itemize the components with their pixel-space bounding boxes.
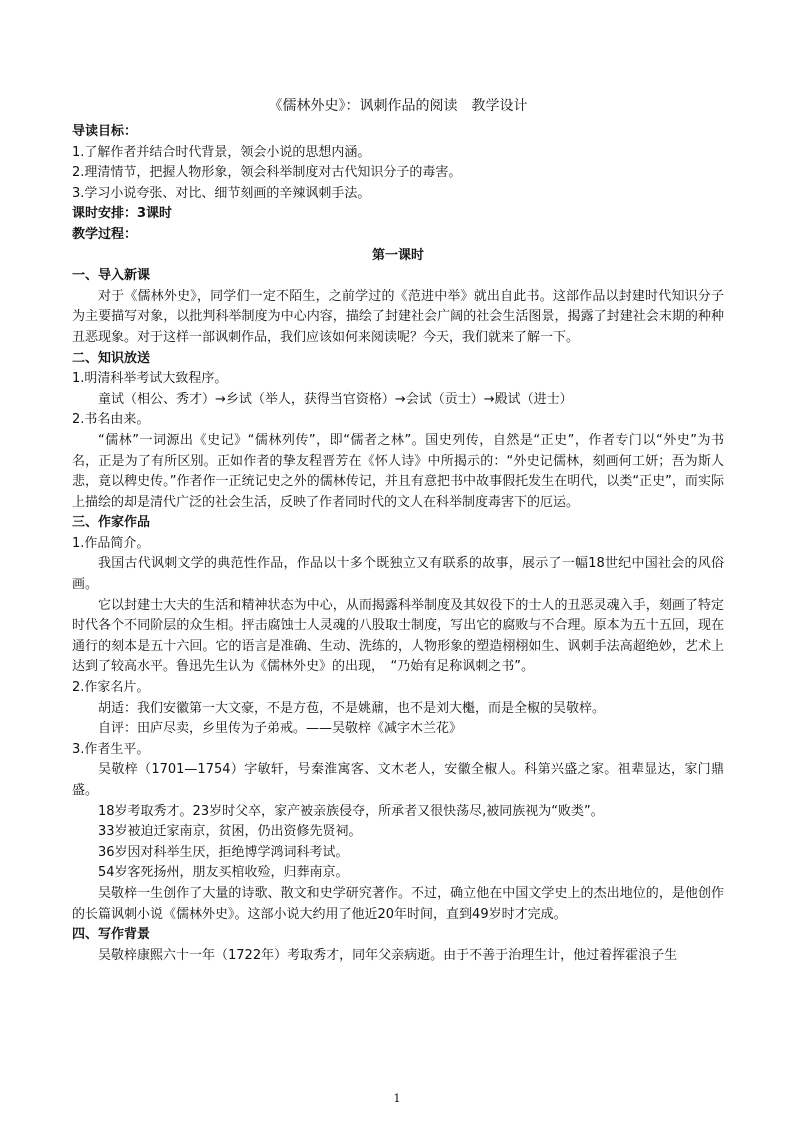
work-intro-paragraph: 我国古代讽刺文学的典范性作品，作品以十多个既独立又有联系的故事，展示了一幅18世纪中国社会的风俗画。	[72, 556, 724, 593]
goals-heading: 导读目标：	[72, 124, 138, 139]
list-item: 1.作品简介。	[72, 535, 150, 551]
exam-sequence: 童试（相公、秀才）→乡试（举人，获得当官资格）→会试（贡士）→殿试（进士）	[98, 391, 573, 407]
section-heading: 一、导入新课	[72, 268, 151, 284]
list-item: 1.明清科举考试大致程序。	[72, 371, 228, 387]
list-item: 3.作者生平。	[72, 741, 150, 757]
life-event: 18岁考取秀才。23岁时父卒，家产被亲族侵夺，所承者又很快荡尽,被同族视为“败类”。	[98, 803, 604, 819]
life-event: 36岁因对科举生厌，拒绝博学鸿词科考试。	[98, 844, 349, 860]
goal-item: 2.理清情节，把握人物形象，领会科举制度对古代知识分子的毒害。	[72, 165, 462, 181]
page-number: 1	[393, 1092, 401, 1105]
title-origin-paragraph: “儒林”一词源出《史记》“儒林列传”，即“儒者之林”。国史列传，自然是“正史”，作者专门以“外史”为书名，正是为了有所区别。正如作者的挚友程晋芳在《怀人诗》中所揭示的：“外史记儒林，刻画何工妍；吾为斯人悲，竟以稗史传。”作者作一正统记史之外的儒林传记，并且有意把书中故事假托发生在明代，以类“正史”，而实际上描绘的却是清代广泛的社会生活，反映了作者同时代的文人在科举制度毒害下的厄运。	[72, 432, 724, 510]
document-title: 《儒林外史》：讽刺作品的阅读 教学设计	[268, 98, 528, 114]
process-heading: 教学过程：	[72, 226, 138, 242]
goal-item: 3.学习小说夸张、对比、细节刻画的辛辣讽刺手法。	[72, 185, 371, 201]
list-item: 2.作家名片。	[72, 680, 150, 696]
document-page	[72, 96, 724, 966]
list-item: 2.书名由来。	[72, 412, 150, 428]
lesson-heading: 第一课时	[371, 247, 424, 263]
schedule-line: 课时安排：3课时	[72, 206, 173, 222]
work-detail-paragraph: 它以封建士大夫的生活和精神状态为中心，从而揭露科举制度及其奴役下的士人的丑恶灵魂入手，刻画了特定时代各个不同阶层的众生相。抨击腐蚀士人灵魂的八股取士制度，写出它的腐败与不合理。原本为五十五回，现在通行的刻本是五十六回。它的语言是准确、生动、洗练的，人物形象的塑造栩栩如生、讽刺手法高超绝妙，艺术上达到了较高水平。鲁迅先生认为《儒林外史》的出现， “乃始有足称讽刺之书”。	[72, 597, 724, 675]
bio-paragraph: 吴敬梓（1701—1754）字敏轩，号秦淮寓客、文木老人，安徽全椒人。科第兴盛之家。祖辈显达，家门鼎盛。	[72, 762, 724, 798]
section-heading: 二、知识放送	[72, 350, 151, 366]
intro-paragraph: 对于《儒林外史》，同学们一定不陌生，之前学过的《范进中举》就出自此书。这部作品以封建时代知识分子为主要描写对象，以批判科举制度为中心内容，描绘了封建社会广阔的社会生活图景，揭露了封建社会末期的种种丑恶现象。对于这样一部讽刺作品，我们应该如何来阅读呢？今天，我们就来了解一下。	[72, 288, 724, 345]
quote-line: 胡适：我们安徽第一大文豪，不是方苞，不是姚鼐，也不是刘大櫆，而是全椒的吴敬梓。	[98, 700, 606, 716]
quote-line: 自评：田庐尽卖，乡里传为子弟戒。——吴敬梓《减字木兰花》	[98, 721, 463, 737]
section-heading: 四、写作背景	[72, 927, 151, 943]
life-event: 33岁被迫迁家南京，贫困，仍出资修先贤祠。	[98, 824, 362, 840]
goal-item: 1.了解作者并结合时代背景，领会小说的思想内涵。	[72, 144, 371, 160]
background-paragraph: 吴敬梓康熙六十一年（1722年）考取秀才，同年父亲病逝。由于不善于治理生计，他过着挥霍浪子生	[98, 947, 678, 963]
section-heading: 三、作家作品	[72, 515, 151, 531]
summary-paragraph: 吴敬梓一生创作了大量的诗歌、散文和史学研究著作。不过，确立他在中国文学史上的杰出地位的，是他创作的长篇讽刺小说《儒林外史》。这部小说大约用了他近20年时间，直到49岁时才完成。	[72, 885, 724, 922]
life-event: 54岁客死扬州，朋友买棺收殓，归葬南京。	[98, 865, 349, 881]
